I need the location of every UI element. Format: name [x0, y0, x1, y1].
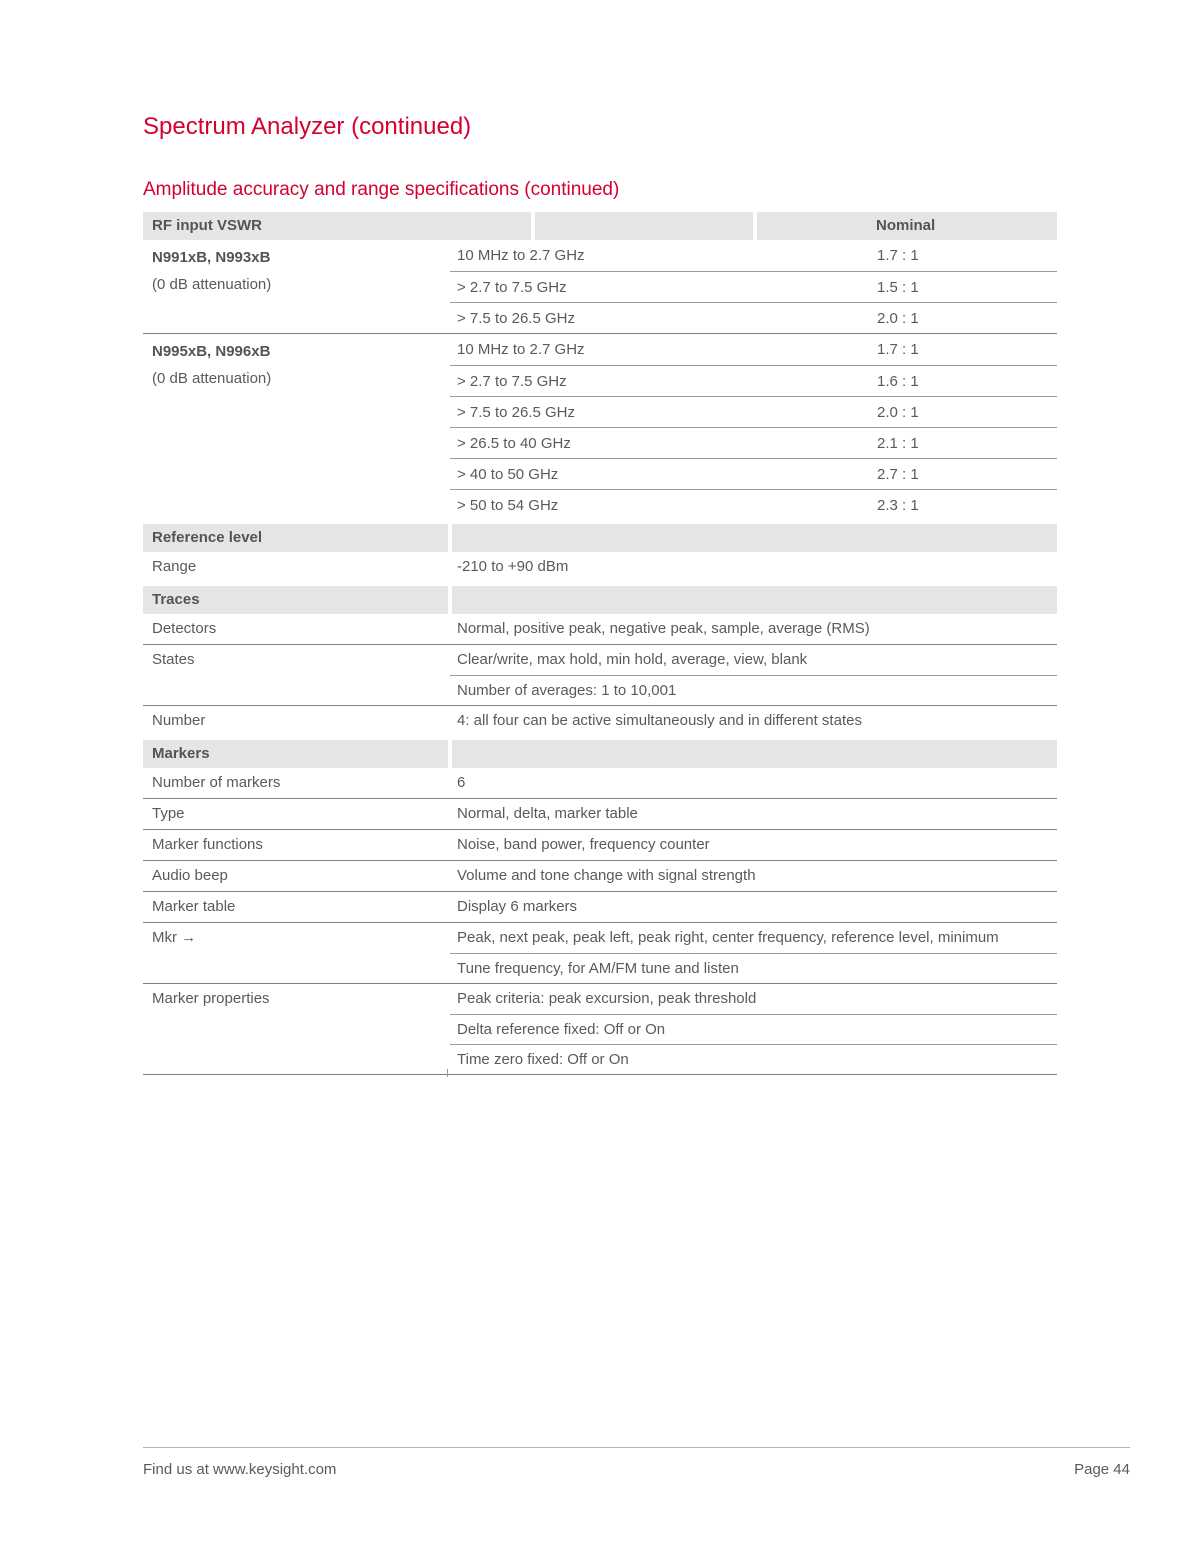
- footer-find-us: Find us at www.keysight.com: [143, 1461, 337, 1478]
- frequency-range-cell: > 40 to 50 GHz: [457, 466, 559, 483]
- section-band-label: Traces: [152, 591, 200, 608]
- spec-values: [450, 614, 1057, 644]
- spec-label: Number: [152, 712, 206, 729]
- spec-row-number: [143, 705, 1057, 736]
- spec-value: Delta reference fixed: Off or On: [450, 1014, 1057, 1044]
- spec-label: Range: [152, 558, 197, 575]
- section-band-traces: [143, 586, 1057, 614]
- column-divider: [448, 524, 452, 552]
- spec-values: [450, 923, 1057, 983]
- spec-table: [143, 212, 1057, 1075]
- table-row: [450, 427, 1057, 458]
- section-band-label: Reference level: [152, 529, 263, 546]
- spec-value: 4: all four can be active simultaneously and in different states: [457, 712, 862, 729]
- spec-value: Noise, band power, frequency counter: [457, 836, 710, 853]
- spec-value: Volume and tone change with signal strength: [457, 867, 756, 884]
- spec-label: Marker table: [152, 898, 236, 915]
- spec-value: Display 6 markers: [457, 898, 578, 915]
- spec-row-states: [143, 644, 1057, 705]
- spec-value: Normal, positive peak, negative peak, sample, average (RMS): [457, 620, 870, 637]
- frequency-range-cell: > 50 to 54 GHz: [457, 497, 559, 514]
- artifact-tick: [447, 1069, 448, 1077]
- spec-row-mkr-arrow: [143, 922, 1057, 983]
- spec-values: [450, 830, 1057, 860]
- nominal-value-cell: 1.6 : 1: [877, 373, 919, 390]
- column-divider: [448, 740, 452, 768]
- spec-label: Marker functions: [152, 836, 263, 853]
- vswr-rows: [450, 240, 1057, 333]
- model-name: N995xB, N996xB: [152, 343, 271, 360]
- spec-values: [450, 892, 1057, 922]
- column-header-nominal: Nominal: [876, 217, 936, 234]
- spec-value: Time zero fixed: Off or On: [450, 1044, 1057, 1074]
- section-band-label: Markers: [152, 745, 210, 762]
- spec-label: Marker properties: [152, 990, 270, 1007]
- column-divider: [531, 212, 535, 240]
- spec-row-detectors: [143, 614, 1057, 644]
- spec-label: Mkr →: [152, 929, 197, 946]
- nominal-value-cell: 2.1 : 1: [877, 435, 919, 452]
- nominal-value-cell: 1.5 : 1: [877, 279, 919, 296]
- spec-value: Peak, next peak, peak left, peak right, center frequency, reference level, minimum: [457, 929, 999, 946]
- frequency-range-cell: > 2.7 to 7.5 GHz: [457, 279, 567, 296]
- model-label-cell: [143, 240, 450, 333]
- spec-value: Tune frequency, for AM/FM tune and listen: [450, 953, 1057, 983]
- table-row: [450, 271, 1057, 302]
- table-row: [450, 302, 1057, 333]
- table-row: [450, 240, 1057, 271]
- spec-row-number-of-markers: [143, 768, 1057, 798]
- nominal-value-cell: 1.7 : 1: [877, 341, 919, 358]
- nominal-value-cell: 2.0 : 1: [877, 404, 919, 421]
- model-label-cell: [143, 334, 450, 520]
- table-header-band: [143, 212, 1057, 240]
- model-note: (0 dB attenuation): [152, 370, 272, 387]
- spec-value: 6: [457, 774, 466, 791]
- spec-values: [450, 552, 1057, 582]
- spec-label: Detectors: [152, 620, 217, 637]
- spec-label: Audio beep: [152, 867, 228, 884]
- footer-page-number: Page 44: [1074, 1461, 1130, 1478]
- table-row: [450, 396, 1057, 427]
- spec-value: Normal, delta, marker table: [457, 805, 638, 822]
- spec-values: [450, 768, 1057, 798]
- frequency-range-cell: > 2.7 to 7.5 GHz: [457, 373, 567, 390]
- table-row: [450, 365, 1057, 396]
- vswr-group-n991xb-n993xb: [143, 240, 1057, 333]
- spec-row-marker-table: [143, 891, 1057, 922]
- frequency-range-cell: > 26.5 to 40 GHz: [457, 435, 571, 452]
- spec-values: [450, 984, 1057, 1074]
- table-bottom-rule: [143, 1074, 1057, 1075]
- spec-value: Clear/write, max hold, min hold, average, view, blank: [457, 651, 808, 668]
- frequency-range-cell: > 7.5 to 26.5 GHz: [457, 310, 575, 327]
- spec-value: -210 to +90 dBm: [457, 558, 569, 575]
- column-header-rf-input-vswr: RF input VSWR: [152, 217, 262, 234]
- spec-values: [450, 706, 1057, 736]
- frequency-range-cell: 10 MHz to 2.7 GHz: [457, 341, 585, 358]
- spec-row-type: [143, 798, 1057, 829]
- vswr-group-n995xb-n996xb: [143, 333, 1057, 520]
- spec-label: Number of markers: [152, 774, 281, 791]
- spec-value: Peak criteria: peak excursion, peak threshold: [457, 990, 757, 1007]
- nominal-value-cell: 2.7 : 1: [877, 466, 919, 483]
- spec-label: States: [152, 651, 195, 668]
- spec-row-marker-properties: [143, 983, 1057, 1074]
- model-name: N991xB, N993xB: [152, 249, 271, 266]
- spec-row-audio-beep: [143, 860, 1057, 891]
- frequency-range-cell: 10 MHz to 2.7 GHz: [457, 247, 585, 264]
- section-band-markers: [143, 740, 1057, 768]
- section-band-reference-level: [143, 524, 1057, 552]
- spec-row-range: [143, 552, 1057, 582]
- spec-row-marker-functions: [143, 829, 1057, 860]
- section-subtitle: Amplitude accuracy and range specifications (continued): [143, 179, 620, 200]
- nominal-value-cell: 1.7 : 1: [877, 247, 919, 264]
- column-divider: [448, 586, 452, 614]
- spec-values: [450, 799, 1057, 829]
- table-row: [450, 489, 1057, 520]
- spec-values: [450, 861, 1057, 891]
- spec-value: Number of averages: 1 to 10,001: [450, 675, 1057, 705]
- nominal-value-cell: 2.0 : 1: [877, 310, 919, 327]
- spec-values: [450, 645, 1057, 705]
- spec-label: Type: [152, 805, 185, 822]
- nominal-value-cell: 2.3 : 1: [877, 497, 919, 514]
- frequency-range-cell: > 7.5 to 26.5 GHz: [457, 404, 575, 421]
- column-divider: [753, 212, 757, 240]
- table-row: [450, 458, 1057, 489]
- vswr-rows: [450, 334, 1057, 520]
- page-title: Spectrum Analyzer (continued): [143, 113, 472, 140]
- model-note: (0 dB attenuation): [152, 276, 272, 293]
- table-row: [450, 334, 1057, 365]
- footer-divider: [143, 1447, 1130, 1448]
